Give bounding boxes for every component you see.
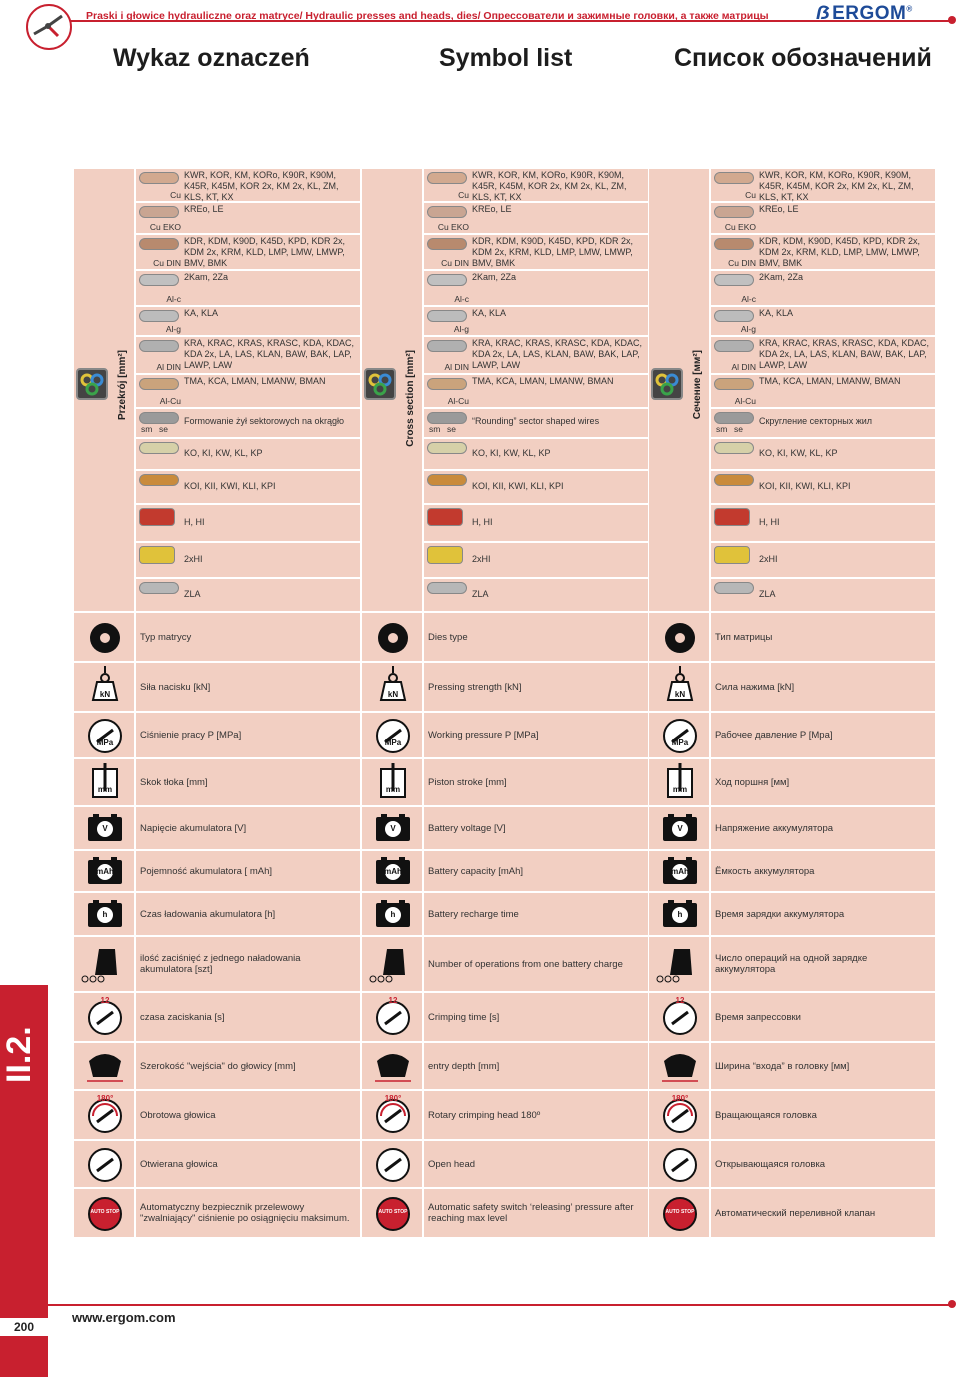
- symbol-icon-text: MPa: [96, 738, 114, 747]
- piston-stroke-icon: [362, 759, 424, 807]
- symbol-text-cell: [135, 892, 361, 936]
- lug-types: 2xHI: [759, 554, 778, 564]
- symbol-icon-cell: [361, 850, 423, 892]
- lug-material-label: Cu EKO: [724, 222, 756, 232]
- lug-picture-icon: [139, 274, 179, 286]
- brand-logo: ẞ ERGOM®: [816, 3, 913, 24]
- symbol-icon-text: MPa: [384, 738, 402, 747]
- lug-picture-icon: [427, 582, 467, 594]
- symbol-icon-cell: [648, 992, 710, 1042]
- symbol-icon-cell: [361, 712, 423, 758]
- symbol-icon-cell: [73, 936, 135, 992]
- symbol-icon-cell: [73, 758, 135, 806]
- lug-picture-icon: [714, 442, 754, 454]
- symbol-icon-cell: [73, 892, 135, 936]
- sector-sm-label: sm: [141, 424, 153, 434]
- lug-picture-icon: [714, 508, 750, 526]
- lug-types: TMA, KCA, LMAN, LMANW, BMAN: [184, 376, 326, 386]
- symbol-description: Szerokość "wejścia" do głowicy [mm]: [140, 1060, 296, 1072]
- symbol-icon-cell: [648, 1042, 710, 1090]
- piston-stroke-icon: [649, 759, 711, 807]
- lug-picture-icon: [714, 274, 754, 286]
- symbol-text-cell: [710, 936, 936, 992]
- lug-picture-icon: [714, 412, 754, 424]
- symbol-description: Napięcie akumulatora [V]: [140, 822, 247, 834]
- lug-picture-icon: [427, 442, 467, 454]
- symbol-description: Open head: [428, 1158, 476, 1170]
- lug-picture-icon: [714, 546, 750, 564]
- lug-picture-icon: [139, 546, 175, 564]
- lug-material-label: Cu DIN: [728, 258, 756, 268]
- symbol-description: Число операций на одной зарядке аккумулятора: [715, 953, 868, 975]
- symbol-text-cell: [135, 936, 361, 992]
- lug-material-label: Cu: [170, 190, 181, 200]
- symbol-description: Рабочее давление P [Mpa]: [715, 729, 833, 741]
- title-ru: Список обозначений: [674, 44, 932, 72]
- symbol-icon-text: MPa: [671, 738, 689, 747]
- lug-types: KRA, KRAC, KRAS, KRASC, KDA, KDAC, KDA 2x, LA, LAS, KLAN, BAW, BAK, LAP, LAWP, LAW: [184, 338, 355, 370]
- lug-types: 2xHI: [184, 554, 203, 564]
- symbol-description: Battery recharge time: [428, 908, 519, 920]
- lug-types: KOI, KII, KWI, KLI, KPI: [759, 481, 851, 491]
- lug-picture-icon: [427, 412, 467, 424]
- symbol-icon-text: 180°: [384, 1094, 402, 1103]
- lug-picture-icon: [139, 238, 179, 250]
- lug-picture-icon: [139, 474, 179, 486]
- sector-text: “Rounding” sector shaped wires: [472, 416, 600, 426]
- lug-types: KDR, KDM, K90D, K45D, KPD, KDR 2x, KDM 2x, KRM, KLD, LMP, LMW, LMWP, BMV, BMK: [472, 236, 634, 268]
- lug-material-label: Cu DIN: [153, 258, 181, 268]
- lug-material-label: Cu: [458, 190, 469, 200]
- lug-material-label: Al-c: [741, 294, 756, 304]
- symbol-icon-text: mm: [385, 785, 401, 794]
- symbol-icon-cell: [361, 662, 423, 712]
- lug-picture-icon: [139, 206, 179, 218]
- symbol-description: Pressing strength [kN]: [428, 681, 522, 693]
- symbol-text-cell: [710, 1090, 936, 1140]
- lug-picture-icon: [714, 310, 754, 322]
- open-head-icon: [74, 1141, 136, 1189]
- sector-text: Скругление секторных жил: [759, 416, 873, 426]
- symbol-icon-cell: [648, 892, 710, 936]
- symbol-description: Battery voltage [V]: [428, 822, 506, 834]
- symbol-icon-cell: [648, 662, 710, 712]
- piston-stroke-icon: [74, 759, 136, 807]
- symbol-icon-cell: [648, 1188, 710, 1238]
- symbol-description: czasa zaciskania [s]: [140, 1011, 225, 1023]
- lug-types: KWR, KOR, KM, KORo, K90R, K90M, K45R, K45M, KOR 2x, KM 2x, KL, ZM, KLS, KT, KX: [472, 170, 627, 202]
- symbol-text-cell: [423, 1042, 649, 1090]
- sector-text: Formowanie żył sektorowych na okrągło: [184, 416, 345, 426]
- lug-types: KDR, KDM, K90D, K45D, KPD, KDR 2x, KDM 2x, KRM, KLD, LMP, LMW, LMWP, BMV, BMK: [759, 236, 921, 268]
- symbol-icon-cell: [648, 1140, 710, 1188]
- sector-se-label: se: [734, 424, 743, 434]
- lug-types: KOI, KII, KWI, KLI, KPI: [472, 481, 564, 491]
- gauge-mpa-icon: [362, 713, 424, 759]
- symbol-icon-text: AUTO STOP: [90, 1209, 120, 1215]
- lug-types: KO, KI, KW, KL, KP: [184, 448, 263, 458]
- symbol-icon-text: kN: [99, 690, 111, 699]
- lug-picture-icon: [427, 508, 463, 526]
- symbol-description: Тип матрицы: [715, 631, 773, 643]
- symbol-icon-cell: [73, 1042, 135, 1090]
- title-pl: Wykaz oznaczeń: [113, 44, 310, 72]
- lug-types: 2Kam, 2Za: [184, 272, 229, 282]
- symbol-description: Сила нажима [kN]: [715, 681, 795, 693]
- symbol-icon-cell: [648, 850, 710, 892]
- symbol-icon-text: 12: [388, 996, 398, 1005]
- symbol-icon-cell: [73, 662, 135, 712]
- lug-picture-icon: [427, 206, 467, 218]
- symbol-text-cell: [135, 992, 361, 1042]
- symbol-description: Automatic safety switch ‘releasing’ pressure after reaching max level: [428, 1202, 634, 1224]
- lug-picture-icon: [427, 238, 467, 250]
- lug-picture-icon: [427, 172, 467, 184]
- symbol-text-cell: [423, 806, 649, 850]
- symbol-description: Skok tłoka [mm]: [140, 776, 208, 788]
- color-coded-lugs-icon: [76, 368, 108, 400]
- lug-types: 2xHI: [472, 554, 491, 564]
- symbol-description: Автоматический переливной клапан: [715, 1207, 876, 1219]
- symbol-icon-cell: [648, 936, 710, 992]
- open-head-icon: [362, 1141, 424, 1189]
- symbol-text-cell: [710, 850, 936, 892]
- lug-types: TMA, KCA, LMAN, LMANW, BMAN: [759, 376, 901, 386]
- symbol-description: Typ matrycy: [140, 631, 192, 643]
- symbol-text-cell: [135, 1042, 361, 1090]
- symbol-icon-text: V: [102, 824, 108, 833]
- symbol-icon-cell: [361, 1042, 423, 1090]
- lug-material-label: Al-g: [165, 324, 181, 334]
- color-coded-lugs-icon: [364, 368, 396, 400]
- symbol-description: Pojemność akumulatora [ mAh]: [140, 865, 273, 877]
- lug-types: 2Kam, 2Za: [759, 272, 804, 282]
- symbol-description: Ciśnienie pracy P [MPa]: [140, 729, 242, 741]
- symbol-description: Ширина “входа” в головку [мм]: [715, 1060, 850, 1072]
- symbol-icon-text: mm: [97, 785, 113, 794]
- symbol-text-cell: [423, 892, 649, 936]
- lug-picture-icon: [139, 340, 179, 352]
- lug-picture-icon: [139, 412, 179, 424]
- lug-picture-icon: [714, 582, 754, 594]
- operations-count-icon: [74, 937, 136, 993]
- symbol-text-cell: [135, 612, 361, 662]
- symbol-text-cell: [710, 1188, 936, 1238]
- symbol-icon-cell: [648, 1090, 710, 1140]
- symbol-description: Ёмкость аккумулятора: [715, 865, 815, 877]
- symbol-description: Время запрессовки: [715, 1011, 801, 1023]
- symbol-description: Piston stroke [mm]: [428, 776, 507, 788]
- die-icon: [362, 613, 424, 663]
- lug-material-label: Al DIN: [156, 362, 181, 372]
- symbol-icon-text: mm: [672, 785, 688, 794]
- symbol-text-cell: [710, 712, 936, 758]
- symbol-description: Siła nacisku [kN]: [140, 681, 211, 693]
- gauge-mpa-icon: [74, 713, 136, 759]
- symbol-icon-cell: [648, 712, 710, 758]
- lug-material-label: Al-c: [166, 294, 181, 304]
- rule-dot: [948, 1300, 956, 1308]
- symbol-description: Obrotowa głowica: [140, 1109, 216, 1121]
- symbol-icon-text: AUTO STOP: [665, 1209, 695, 1215]
- symbol-icon-text: h: [677, 910, 683, 919]
- sector-sm-label: sm: [716, 424, 728, 434]
- symbol-description: Rotary crimping head 180º: [428, 1109, 541, 1121]
- footer-url[interactable]: www.ergom.com: [72, 1310, 176, 1325]
- symbol-icon-text: mAh: [671, 867, 689, 876]
- lug-types: KO, KI, KW, KL, KP: [759, 448, 838, 458]
- lug-types: KWR, KOR, KM, KORo, K90R, K90M, K45R, K45M, KOR 2x, KM 2x, KL, ZM, KLS, KT, KX: [759, 170, 914, 202]
- lug-material-label: Al-g: [453, 324, 469, 334]
- symbol-text-cell: [135, 1090, 361, 1140]
- lug-picture-icon: [139, 310, 179, 322]
- symbol-icon-cell: [361, 612, 423, 662]
- symbol-description: Вращающаяся головка: [715, 1109, 817, 1121]
- lug-picture-icon: [139, 378, 179, 390]
- symbol-icon-cell: [73, 806, 135, 850]
- symbol-icon-cell: [648, 758, 710, 806]
- lug-types: H, HI: [184, 517, 205, 527]
- lug-types: KREo, LE: [472, 204, 512, 214]
- lug-picture-icon: [139, 442, 179, 454]
- lug-types: ZLA: [472, 589, 489, 599]
- lug-picture-icon: [139, 172, 179, 184]
- symbol-text-cell: [423, 992, 649, 1042]
- lug-material-label: Cu EKO: [149, 222, 181, 232]
- symbol-description: Battery capacity [mAh]: [428, 865, 524, 877]
- symbol-description: Ход поршня [мм]: [715, 776, 790, 788]
- gauge-mpa-icon: [649, 713, 711, 759]
- symbol-text-cell: [423, 612, 649, 662]
- symbol-text-cell: [423, 662, 649, 712]
- lug-types: ZLA: [184, 589, 201, 599]
- lug-types: KDR, KDM, K90D, K45D, KPD, KDR 2x, KDM 2x, KRM, KLD, LMP, LMW, LMWP, BMV, BMK: [184, 236, 346, 268]
- lug-types: KREo, LE: [184, 204, 224, 214]
- symbol-icon-text: AUTO STOP: [378, 1209, 408, 1215]
- lug-types: H, HI: [759, 517, 780, 527]
- symbol-icon-text: 180°: [96, 1094, 114, 1103]
- lug-types: KO, KI, KW, KL, KP: [472, 448, 551, 458]
- lug-material-label: Al-Cu: [734, 396, 756, 406]
- lug-picture-icon: [714, 206, 754, 218]
- header-text: Praski i głowice hydrauliczne oraz matryce/ Hydraulic presses and heads, dies/ Опрессователи и зажимные головки, а также матрицы: [86, 10, 769, 22]
- symbol-description: Czas ładowania akumulatora [h]: [140, 908, 276, 920]
- symbol-icon-text: V: [390, 824, 396, 833]
- symbol-description: Время зарядки аккумулятора: [715, 908, 845, 920]
- symbol-text-cell: [135, 850, 361, 892]
- weight-kn-icon: [74, 663, 136, 713]
- symbol-text-cell: [135, 806, 361, 850]
- lug-types: KA, KLA: [759, 308, 794, 318]
- lug-types: KA, KLA: [184, 308, 219, 318]
- symbol-icon-text: mAh: [96, 867, 114, 876]
- symbol-icon-text: h: [102, 910, 108, 919]
- symbol-icon-text: kN: [674, 690, 686, 699]
- symbol-text-cell: [423, 936, 649, 992]
- rule-dot: [948, 16, 956, 24]
- entry-depth-icon: [74, 1043, 136, 1091]
- lug-types: TMA, KCA, LMAN, LMANW, BMAN: [472, 376, 614, 386]
- sector-sm-label: sm: [429, 424, 441, 434]
- symbol-icon-text: mAh: [384, 867, 402, 876]
- lug-types: KRA, KRAC, KRAS, KRASC, KDA, KDAC, KDA 2x, LA, LAS, KLAN, BAW, BAK, LAP, LAWP, LAW: [759, 338, 930, 370]
- symbol-icon-text: h: [390, 910, 396, 919]
- lug-picture-icon: [139, 508, 175, 526]
- symbol-icon-cell: [361, 1090, 423, 1140]
- page-number: 200: [0, 1318, 48, 1336]
- cross-section-label: Cross section [mm²]: [405, 350, 416, 447]
- symbol-text-cell: [710, 612, 936, 662]
- lug-material-label: Al DIN: [444, 362, 469, 372]
- cross-section-label: Przekrój [mm²]: [117, 350, 128, 421]
- lug-picture-icon: [139, 582, 179, 594]
- symbol-icon-text: 12: [100, 996, 110, 1005]
- symbol-text-cell: [423, 1090, 649, 1140]
- lug-material-label: Al-Cu: [447, 396, 469, 406]
- symbol-text-cell: [423, 758, 649, 806]
- lug-types: 2Kam, 2Za: [472, 272, 517, 282]
- lug-material-label: Al DIN: [731, 362, 756, 372]
- symbol-text-cell: [710, 806, 936, 850]
- symbol-text-cell: [710, 758, 936, 806]
- symbol-description: ilość zaciśnięć z jednego naładowania akumulatora [szt]: [140, 953, 301, 975]
- tool-logo-icon: [26, 4, 72, 50]
- symbol-icon-cell: [73, 850, 135, 892]
- lug-picture-icon: [714, 172, 754, 184]
- section-label: II.2.: [0, 1026, 38, 1084]
- lug-material-label: Cu: [745, 190, 756, 200]
- symbol-text-cell: [135, 1188, 361, 1238]
- lug-types: KOI, KII, KWI, KLI, KPI: [184, 481, 276, 491]
- bottom-rule: [48, 1304, 954, 1306]
- symbol-icon-cell: [361, 992, 423, 1042]
- symbol-text-cell: [423, 1140, 649, 1188]
- lug-types: KWR, KOR, KM, KORo, K90R, K90M, K45R, K45M, KOR 2x, KM 2x, KL, ZM, KLS, KT, KX: [184, 170, 339, 202]
- lug-picture-icon: [714, 378, 754, 390]
- symbol-icon-cell: [648, 806, 710, 850]
- symbol-description: Dies type: [428, 631, 468, 643]
- symbol-description: Crimping time [s]: [428, 1011, 500, 1023]
- symbol-description: Напряжение аккумулятора: [715, 822, 834, 834]
- sector-se-label: se: [159, 424, 168, 434]
- open-head-icon: [649, 1141, 711, 1189]
- symbol-text-cell: [135, 662, 361, 712]
- color-coded-lugs-icon: [651, 368, 683, 400]
- symbol-text-cell: [135, 1140, 361, 1188]
- lug-picture-icon: [714, 340, 754, 352]
- lug-types: KA, KLA: [472, 308, 507, 318]
- symbol-icon-cell: [361, 892, 423, 936]
- symbol-icon-cell: [73, 612, 135, 662]
- lug-material-label: Cu DIN: [441, 258, 469, 268]
- die-icon: [649, 613, 711, 663]
- lug-picture-icon: [427, 274, 467, 286]
- symbol-description: Otwierana głowica: [140, 1158, 218, 1170]
- title-en: Symbol list: [439, 44, 573, 72]
- cross-section-label: Сечение [мм²]: [692, 350, 703, 420]
- lug-picture-icon: [427, 378, 467, 390]
- symbol-text-cell: [423, 1188, 649, 1238]
- lug-material-label: Al-Cu: [159, 396, 181, 406]
- symbol-icon-cell: [73, 992, 135, 1042]
- symbol-icon-cell: [73, 1090, 135, 1140]
- symbol-icon-cell: [73, 712, 135, 758]
- lug-picture-icon: [427, 546, 463, 564]
- symbol-text-cell: [710, 662, 936, 712]
- symbol-text-cell: [710, 892, 936, 936]
- lug-types: KRA, KRAC, KRAS, KRASC, KDA, KDAC, KDA 2x, LA, LAS, KLAN, BAW, BAK, LAP, LAWP, LAW: [472, 338, 643, 370]
- symbol-icon-cell: [361, 806, 423, 850]
- sector-se-label: se: [447, 424, 456, 434]
- entry-depth-icon: [649, 1043, 711, 1091]
- symbol-icon-text: V: [677, 824, 683, 833]
- die-icon: [74, 613, 136, 663]
- symbol-description: Открывающаяся головка: [715, 1158, 826, 1170]
- lug-picture-icon: [427, 474, 467, 486]
- lug-types: KREo, LE: [759, 204, 799, 214]
- symbol-text-cell: [710, 992, 936, 1042]
- symbol-icon-cell: [361, 1188, 423, 1238]
- lug-material-label: Cu EKO: [437, 222, 469, 232]
- symbol-description: Automatyczny bezpiecznik przelewowy "zwalniający" ciśnienie po osiągnięciu maksimum.: [140, 1202, 350, 1224]
- symbol-icon-cell: [73, 1188, 135, 1238]
- symbol-text-cell: [710, 1140, 936, 1188]
- symbol-icon-text: 180°: [671, 1094, 689, 1103]
- symbol-description: entry depth [mm]: [428, 1060, 500, 1072]
- symbol-icon-cell: [73, 1140, 135, 1188]
- symbol-text-cell: [135, 758, 361, 806]
- lug-types: H, HI: [472, 517, 493, 527]
- lug-picture-icon: [427, 310, 467, 322]
- operations-count-icon: [362, 937, 424, 993]
- lug-picture-icon: [427, 340, 467, 352]
- symbol-icon-cell: [648, 612, 710, 662]
- symbol-text-cell: [710, 1042, 936, 1090]
- operations-count-icon: [649, 937, 711, 993]
- symbol-icon-cell: [361, 758, 423, 806]
- lug-picture-icon: [714, 474, 754, 486]
- entry-depth-icon: [362, 1043, 424, 1091]
- symbol-icon-text: 12: [675, 996, 685, 1005]
- lug-types: ZLA: [759, 589, 776, 599]
- lug-material-label: Al-g: [740, 324, 756, 334]
- symbol-text-cell: [423, 850, 649, 892]
- symbol-text-cell: [135, 712, 361, 758]
- symbol-text-cell: [423, 712, 649, 758]
- weight-kn-icon: [649, 663, 711, 713]
- symbol-icon-cell: [361, 936, 423, 992]
- symbol-icon-cell: [361, 1140, 423, 1188]
- lug-picture-icon: [714, 238, 754, 250]
- symbol-description: Number of operations from one battery charge: [428, 958, 623, 970]
- symbol-icon-text: kN: [387, 690, 399, 699]
- symbol-description: Working pressure P [MPa]: [428, 729, 539, 741]
- lug-material-label: Al-c: [454, 294, 469, 304]
- weight-kn-icon: [362, 663, 424, 713]
